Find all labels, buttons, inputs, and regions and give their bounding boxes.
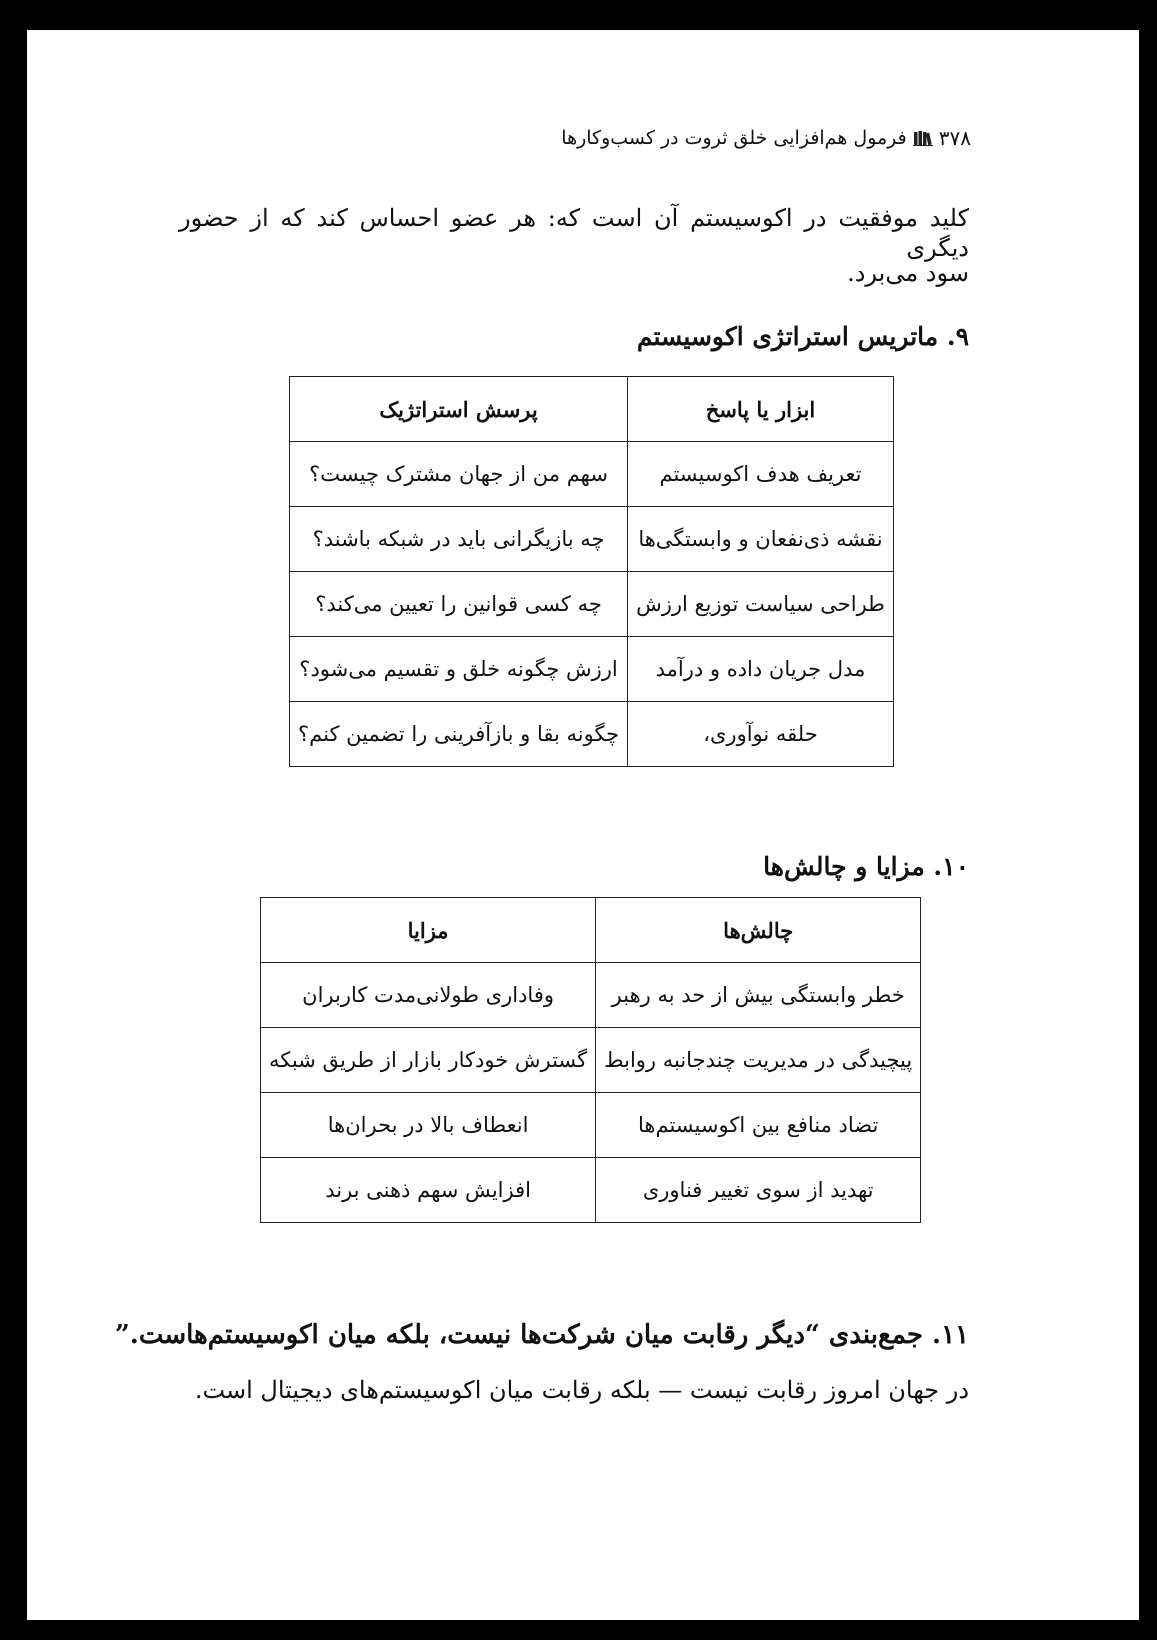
- table-cell-benefit: انعطاف بالا در بحران‌ها: [261, 1093, 596, 1158]
- section-10-heading: ۱۰. مزایا و چالش‌ها: [763, 852, 969, 881]
- section-11-heading: ۱۱. جمع‌بندی “دیگر رقابت میان شرکت‌ها نیست، بلکه میان اکوسیستم‌هاست.”: [114, 1320, 969, 1350]
- table-cell-challenge: پیچیدگی در مدیریت چندجانبه روابط: [596, 1028, 921, 1093]
- table-cell-tool: نقشه ذی‌نفعان و وابستگی‌ها: [628, 507, 894, 572]
- books-icon: [913, 130, 933, 146]
- table-row: [290, 442, 894, 507]
- document-page: [27, 30, 1139, 1620]
- benefits-challenges-table: [260, 897, 921, 1223]
- page-header: [561, 126, 971, 150]
- table-cell-question: سهم من از جهان مشترک چیست؟: [290, 442, 628, 507]
- table-row: [261, 1093, 921, 1158]
- strategy-matrix-table: [289, 376, 894, 767]
- table-row: [290, 572, 894, 637]
- table-row: [261, 1028, 921, 1093]
- table-cell-challenge: تضاد منافع بین اکوسیستم‌ها: [596, 1093, 921, 1158]
- table-cell-challenge: تهدید از سوی تغییر فناوری: [596, 1158, 921, 1223]
- table-cell-tool: حلقه نوآوری،: [628, 702, 894, 767]
- column-header-challenges: چالش‌ها: [596, 898, 921, 963]
- conclusion-paragraph: در جهان امروز رقابت نیست — بلکه رقابت میان اکوسیستم‌های دیجیتال است.: [194, 1376, 969, 1404]
- section-9-heading: ۹. ماتریس استراتژی اکوسیستم: [636, 322, 969, 351]
- table-cell-tool: طراحی سیاست توزیع ارزش: [628, 572, 894, 637]
- table-header-row: [290, 377, 894, 442]
- table-cell-benefit: وفاداری طولانی‌مدت کاربران: [261, 963, 596, 1028]
- table-header-row: [261, 898, 921, 963]
- table-cell-challenge: خطر وابستگی بیش از حد به رهبر: [596, 963, 921, 1028]
- table-row: [261, 1158, 921, 1223]
- page-number: ۳۷۸: [938, 126, 971, 150]
- book-title: فرمول هم‌افزایی خلق ثروت در کسب‌وکارها: [561, 127, 907, 149]
- table-cell-tool: مدل جریان داده و درآمد: [628, 637, 894, 702]
- table-row: [261, 963, 921, 1028]
- intro-paragraph-line-2: سود می‌برد.: [847, 259, 969, 287]
- table-cell-question: ارزش چگونه خلق و تقسیم می‌شود؟: [290, 637, 628, 702]
- table-cell-question: چگونه بقا و بازآفرینی را تضمین کنم؟: [290, 702, 628, 767]
- column-header-benefits: مزایا: [261, 898, 596, 963]
- table-row: [290, 702, 894, 767]
- table-row: [290, 507, 894, 572]
- table-row: [290, 637, 894, 702]
- column-header-question: پرسش استراتژیک: [290, 377, 628, 442]
- intro-paragraph-line-1: کلید موفقیت در اکوسیستم آن است که: هر عضو احساس کند که از حضور دیگری: [179, 204, 969, 262]
- table-cell-benefit: گسترش خودکار بازار از طریق شبکه: [261, 1028, 596, 1093]
- table-cell-question: چه کسی قوانین را تعیین می‌کند؟: [290, 572, 628, 637]
- table-cell-tool: تعریف هدف اکوسیستم: [628, 442, 894, 507]
- table-cell-benefit: افزایش سهم ذهنی برند: [261, 1158, 596, 1223]
- table-cell-question: چه بازیگرانی باید در شبکه باشند؟: [290, 507, 628, 572]
- column-header-tool: ابزار یا پاسخ: [628, 377, 894, 442]
